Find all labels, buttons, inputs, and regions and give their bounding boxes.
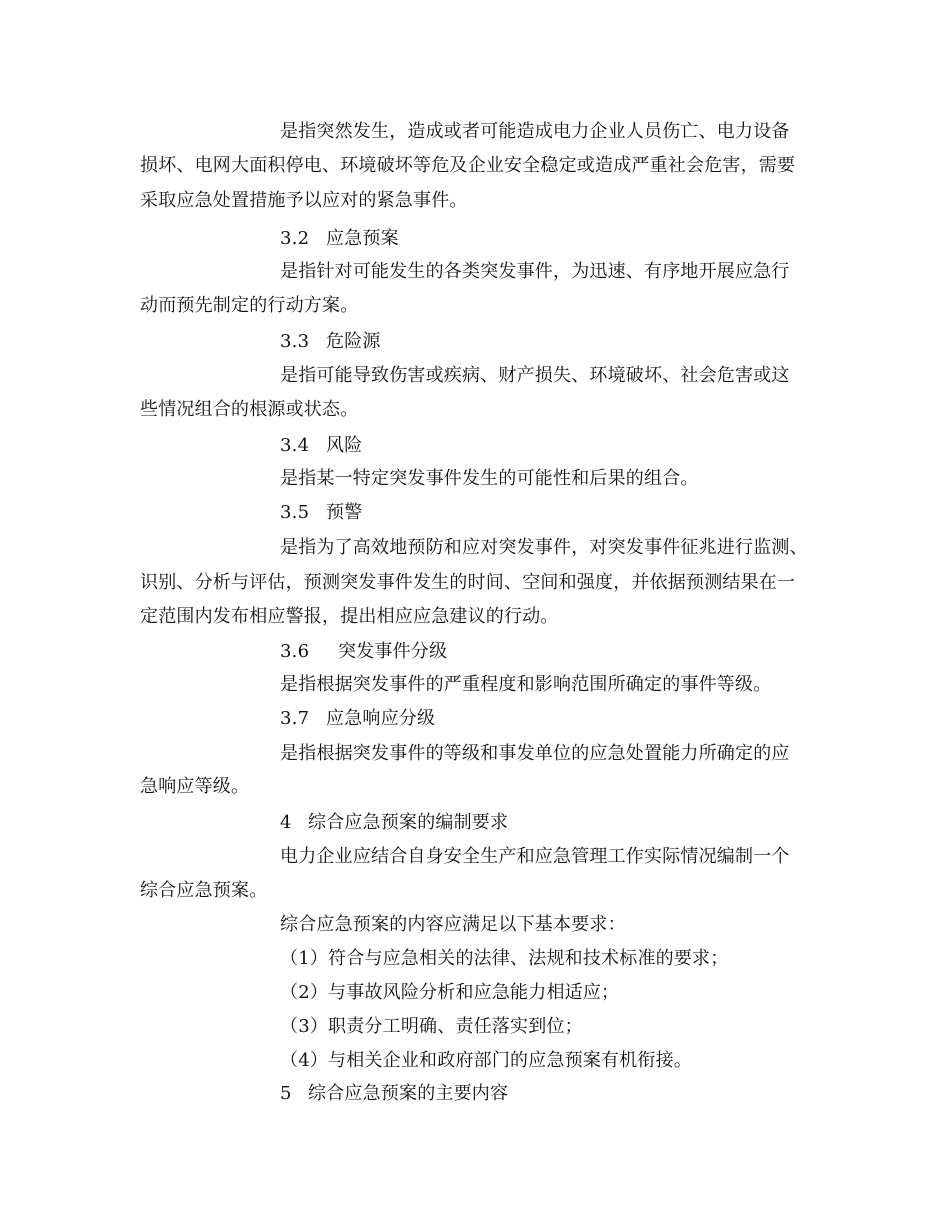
paragraph-line: 是指针对可能发生的各类突发事件，为迅速、有序地开展应急行 xyxy=(280,261,790,282)
section-title: 综合应急预案的主要内容 xyxy=(308,1083,509,1104)
section-heading-3-3 xyxy=(280,331,950,353)
section-number: 5 xyxy=(280,1083,292,1104)
section-heading-3-2 xyxy=(280,228,950,250)
section-heading-3-7 xyxy=(280,708,950,730)
paragraph-line: 综合应急预案。 xyxy=(140,880,268,901)
section-heading-4 xyxy=(280,812,950,834)
requirement-item: （4）与相关企业和政府部门的应急预案有机衔接。 xyxy=(280,1050,693,1071)
section-number: 4 xyxy=(280,812,292,833)
section-title: 风险 xyxy=(326,435,363,456)
section-title: 应急响应分级 xyxy=(326,708,436,729)
paragraph-line: 识别、分析与评估，预测突发事件发生的时间、空间和强度，并依据预测结果在一 xyxy=(140,572,796,593)
section-title: 应急预案 xyxy=(326,228,399,249)
requirement-item: （1）符合与应急相关的法律、法规和技术标准的要求； xyxy=(280,948,729,969)
paragraph-line: 损坏、电网大面积停电、环境破坏等危及企业安全稳定或造成严重社会危害，需要 xyxy=(140,155,796,176)
section-heading-3-4 xyxy=(280,435,950,457)
section-title: 危险源 xyxy=(326,331,381,352)
requirement-item: （3）职责分工明确、责任落实到位； xyxy=(280,1016,583,1037)
section-number: 3.4 xyxy=(280,435,310,456)
paragraph-line: 是指某一特定突发事件发生的可能性和后果的组合。 xyxy=(280,468,699,489)
section-heading-3-5 xyxy=(280,502,950,524)
section-number: 3.6 xyxy=(280,641,310,662)
section-number: 3.3 xyxy=(280,331,310,352)
paragraph-line: 电力企业应结合自身安全生产和应急管理工作实际情况编制一个 xyxy=(280,846,790,867)
paragraph-line: 是指为了高效地预防和应对突发事件，对突发事件征兆进行监测、 xyxy=(280,537,808,558)
section-number: 3.5 xyxy=(280,502,310,523)
section-title: 综合应急预案的编制要求 xyxy=(308,812,509,833)
requirement-item: （2）与事故风险分析和应急能力相适应； xyxy=(280,982,620,1003)
section-number: 3.7 xyxy=(280,708,310,729)
section-title: 突发事件分级 xyxy=(338,641,448,662)
paragraph-line: 是指可能导致伤害或疾病、财产损失、环境破坏、社会危害或这 xyxy=(280,365,790,386)
paragraph-line: 采取应急处置措施予以应对的紧急事件。 xyxy=(140,190,468,211)
paragraph-line: 综合应急预案的内容应满足以下基本要求： xyxy=(280,914,626,935)
paragraph-line: 定范围内发布相应警报，提出相应应急建议的行动。 xyxy=(140,606,559,627)
paragraph-line: 些情况组合的根源或状态。 xyxy=(140,399,359,420)
section-heading-3-6 xyxy=(280,641,950,663)
paragraph-line: 是指根据突发事件的严重程度和影响范围所确定的事件等级。 xyxy=(280,674,772,695)
paragraph-line: 是指突然发生，造成或者可能造成电力企业人员伤亡、电力设备 xyxy=(280,121,790,142)
section-heading-5 xyxy=(280,1083,950,1105)
paragraph-line: 急响应等级。 xyxy=(140,776,250,797)
paragraph-line: 动而预先制定的行动方案。 xyxy=(140,295,359,316)
section-title: 预警 xyxy=(326,502,363,523)
section-number: 3.2 xyxy=(280,228,310,249)
paragraph-line: 是指根据突发事件的等级和事发单位的应急处置能力所确定的应 xyxy=(280,743,790,764)
